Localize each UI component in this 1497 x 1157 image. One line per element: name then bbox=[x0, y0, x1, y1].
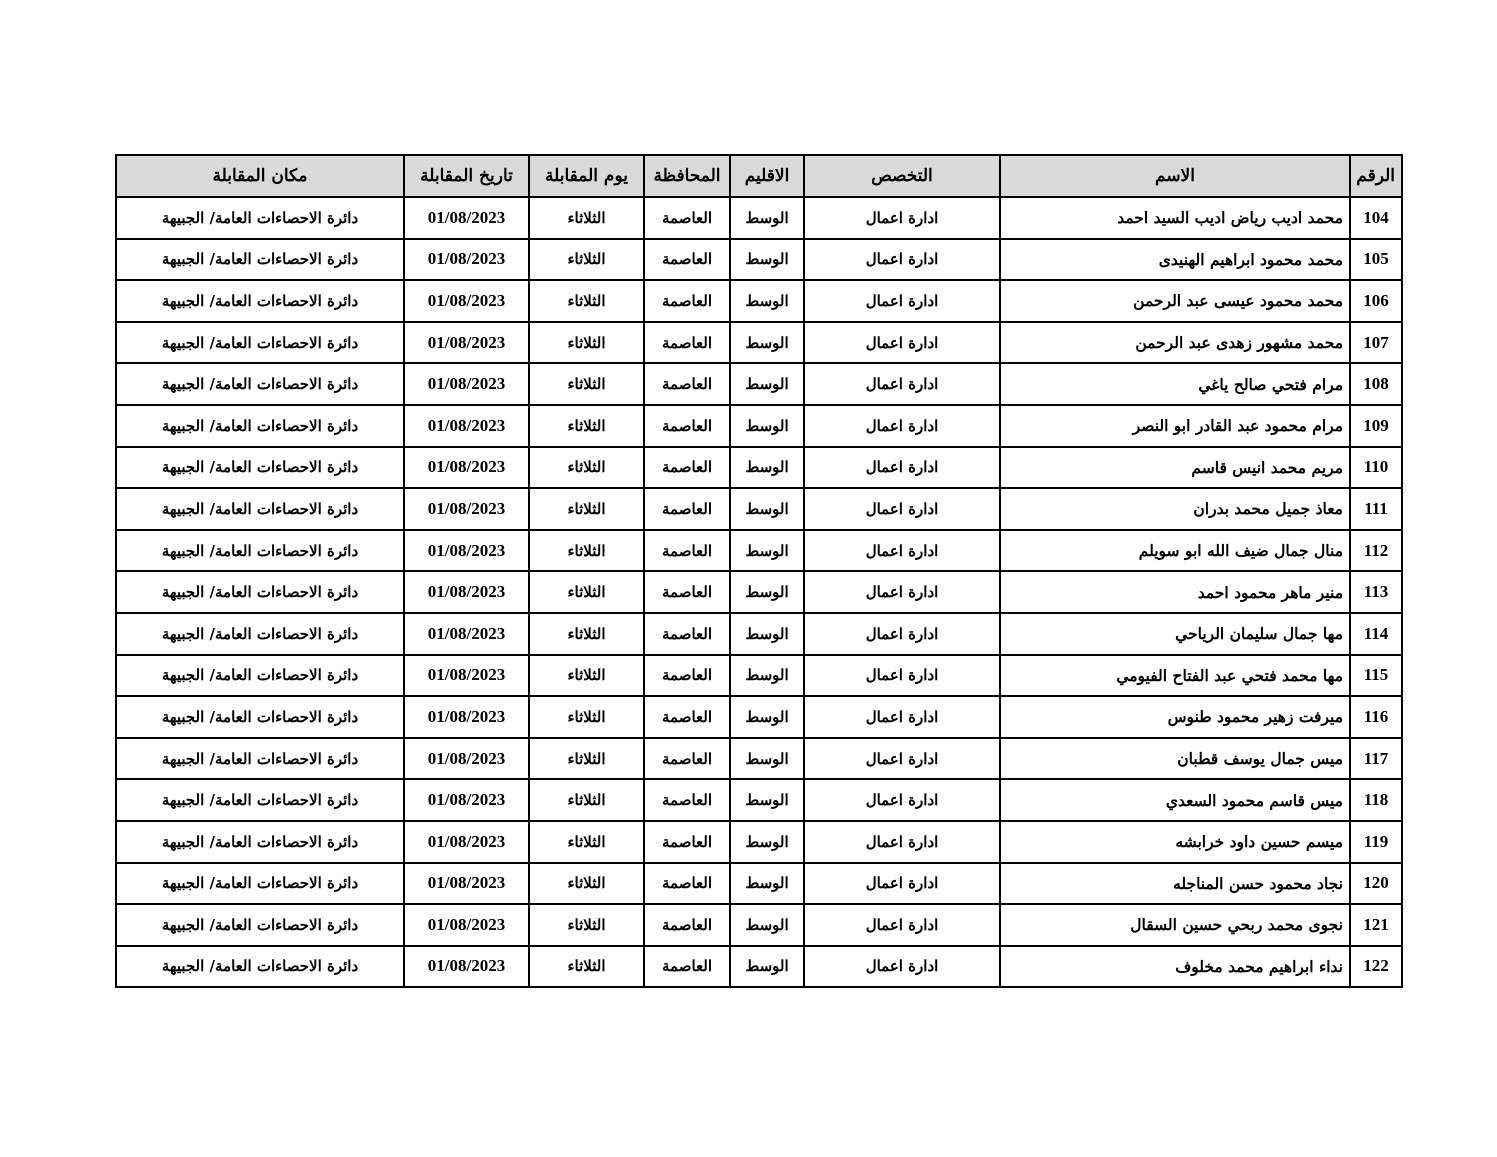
cell-governorate: العاصمة bbox=[644, 946, 730, 988]
cell-major: ادارة اعمال bbox=[804, 447, 1000, 489]
header-region: الاقليم bbox=[730, 155, 804, 197]
cell-place: دائرة الاحصاءات العامة/ الجبيهة bbox=[116, 530, 404, 572]
cell-num: 119 bbox=[1350, 821, 1402, 863]
cell-place: دائرة الاحصاءات العامة/ الجبيهة bbox=[116, 571, 404, 613]
cell-region: الوسط bbox=[730, 863, 804, 905]
cell-place: دائرة الاحصاءات العامة/ الجبيهة bbox=[116, 779, 404, 821]
cell-date: 01/08/2023 bbox=[404, 738, 529, 780]
cell-date: 01/08/2023 bbox=[404, 363, 529, 405]
cell-major: ادارة اعمال bbox=[804, 405, 1000, 447]
cell-region: الوسط bbox=[730, 322, 804, 364]
cell-name: معاذ جميل محمد بدران bbox=[1000, 488, 1350, 530]
header-governorate: المحافظة bbox=[644, 155, 730, 197]
cell-date: 01/08/2023 bbox=[404, 613, 529, 655]
cell-region: الوسط bbox=[730, 197, 804, 239]
cell-date: 01/08/2023 bbox=[404, 405, 529, 447]
cell-major: ادارة اعمال bbox=[804, 946, 1000, 988]
cell-place: دائرة الاحصاءات العامة/ الجبيهة bbox=[116, 821, 404, 863]
cell-region: الوسط bbox=[730, 738, 804, 780]
cell-name: مرام محمود عبد القادر ابو النصر bbox=[1000, 405, 1350, 447]
cell-num: 115 bbox=[1350, 655, 1402, 697]
cell-major: ادارة اعمال bbox=[804, 322, 1000, 364]
cell-day: الثلاثاء bbox=[529, 779, 644, 821]
table-row bbox=[116, 613, 1402, 655]
cell-place: دائرة الاحصاءات العامة/ الجبيهة bbox=[116, 863, 404, 905]
table-row bbox=[116, 239, 1402, 281]
table-row bbox=[116, 946, 1402, 988]
cell-day: الثلاثاء bbox=[529, 821, 644, 863]
cell-region: الوسط bbox=[730, 530, 804, 572]
cell-region: الوسط bbox=[730, 904, 804, 946]
cell-day: الثلاثاء bbox=[529, 738, 644, 780]
cell-region: الوسط bbox=[730, 280, 804, 322]
cell-num: 122 bbox=[1350, 946, 1402, 988]
table-row bbox=[116, 197, 1402, 239]
cell-name: ميس قاسم محمود السعدي bbox=[1000, 779, 1350, 821]
cell-num: 117 bbox=[1350, 738, 1402, 780]
header-major: التخصص bbox=[804, 155, 1000, 197]
cell-major: ادارة اعمال bbox=[804, 696, 1000, 738]
cell-date: 01/08/2023 bbox=[404, 530, 529, 572]
cell-governorate: العاصمة bbox=[644, 363, 730, 405]
cell-date: 01/08/2023 bbox=[404, 571, 529, 613]
cell-date: 01/08/2023 bbox=[404, 779, 529, 821]
cell-major: ادارة اعمال bbox=[804, 655, 1000, 697]
cell-major: ادارة اعمال bbox=[804, 239, 1000, 281]
cell-num: 110 bbox=[1350, 447, 1402, 489]
cell-date: 01/08/2023 bbox=[404, 655, 529, 697]
cell-num: 121 bbox=[1350, 904, 1402, 946]
cell-major: ادارة اعمال bbox=[804, 821, 1000, 863]
cell-major: ادارة اعمال bbox=[804, 863, 1000, 905]
cell-date: 01/08/2023 bbox=[404, 488, 529, 530]
cell-place: دائرة الاحصاءات العامة/ الجبيهة bbox=[116, 280, 404, 322]
cell-num: 109 bbox=[1350, 405, 1402, 447]
table-row bbox=[116, 571, 1402, 613]
cell-place: دائرة الاحصاءات العامة/ الجبيهة bbox=[116, 405, 404, 447]
cell-num: 112 bbox=[1350, 530, 1402, 572]
cell-region: الوسط bbox=[730, 447, 804, 489]
cell-region: الوسط bbox=[730, 488, 804, 530]
table-row bbox=[116, 655, 1402, 697]
cell-day: الثلاثاء bbox=[529, 530, 644, 572]
cell-region: الوسط bbox=[730, 655, 804, 697]
table-row bbox=[116, 696, 1402, 738]
table-row bbox=[116, 363, 1402, 405]
cell-governorate: العاصمة bbox=[644, 530, 730, 572]
cell-name: محمد محمود عيسى عبد الرحمن bbox=[1000, 280, 1350, 322]
cell-num: 106 bbox=[1350, 280, 1402, 322]
cell-name: مها جمال سليمان الرياحي bbox=[1000, 613, 1350, 655]
cell-day: الثلاثاء bbox=[529, 904, 644, 946]
cell-major: ادارة اعمال bbox=[804, 738, 1000, 780]
cell-region: الوسط bbox=[730, 363, 804, 405]
cell-major: ادارة اعمال bbox=[804, 363, 1000, 405]
cell-date: 01/08/2023 bbox=[404, 863, 529, 905]
cell-day: الثلاثاء bbox=[529, 322, 644, 364]
table-row bbox=[116, 530, 1402, 572]
cell-governorate: العاصمة bbox=[644, 779, 730, 821]
cell-day: الثلاثاء bbox=[529, 863, 644, 905]
cell-day: الثلاثاء bbox=[529, 280, 644, 322]
cell-place: دائرة الاحصاءات العامة/ الجبيهة bbox=[116, 363, 404, 405]
cell-governorate: العاصمة bbox=[644, 863, 730, 905]
table-row bbox=[116, 821, 1402, 863]
cell-region: الوسط bbox=[730, 696, 804, 738]
cell-major: ادارة اعمال bbox=[804, 571, 1000, 613]
cell-num: 108 bbox=[1350, 363, 1402, 405]
cell-num: 116 bbox=[1350, 696, 1402, 738]
cell-day: الثلاثاء bbox=[529, 447, 644, 489]
cell-governorate: العاصمة bbox=[644, 571, 730, 613]
cell-governorate: العاصمة bbox=[644, 613, 730, 655]
cell-place: دائرة الاحصاءات العامة/ الجبيهة bbox=[116, 696, 404, 738]
cell-num: 104 bbox=[1350, 197, 1402, 239]
cell-major: ادارة اعمال bbox=[804, 613, 1000, 655]
cell-date: 01/08/2023 bbox=[404, 239, 529, 281]
cell-governorate: العاصمة bbox=[644, 239, 730, 281]
cell-name: ميسم حسين داود خرابشه bbox=[1000, 821, 1350, 863]
cell-place: دائرة الاحصاءات العامة/ الجبيهة bbox=[116, 488, 404, 530]
cell-num: 114 bbox=[1350, 613, 1402, 655]
header-num: الرقم bbox=[1350, 155, 1402, 197]
cell-name: نجوى محمد ربحي حسين السقال bbox=[1000, 904, 1350, 946]
cell-governorate: العاصمة bbox=[644, 405, 730, 447]
table-row bbox=[116, 779, 1402, 821]
cell-name: مريم محمد انيس قاسم bbox=[1000, 447, 1350, 489]
cell-name: منال جمال ضيف الله ابو سويلم bbox=[1000, 530, 1350, 572]
table-row bbox=[116, 447, 1402, 489]
cell-name: محمد محمود ابراهيم الهنيدى bbox=[1000, 239, 1350, 281]
cell-region: الوسط bbox=[730, 821, 804, 863]
table-row bbox=[116, 738, 1402, 780]
header-place: مكان المقابلة bbox=[116, 155, 404, 197]
cell-day: الثلاثاء bbox=[529, 239, 644, 281]
cell-governorate: العاصمة bbox=[644, 904, 730, 946]
cell-date: 01/08/2023 bbox=[404, 946, 529, 988]
cell-num: 118 bbox=[1350, 779, 1402, 821]
cell-day: الثلاثاء bbox=[529, 363, 644, 405]
cell-name: نجاد محمود حسن المناجله bbox=[1000, 863, 1350, 905]
cell-governorate: العاصمة bbox=[644, 738, 730, 780]
cell-date: 01/08/2023 bbox=[404, 904, 529, 946]
cell-region: الوسط bbox=[730, 571, 804, 613]
cell-day: الثلاثاء bbox=[529, 405, 644, 447]
cell-date: 01/08/2023 bbox=[404, 696, 529, 738]
table-row bbox=[116, 904, 1402, 946]
cell-date: 01/08/2023 bbox=[404, 322, 529, 364]
cell-place: دائرة الاحصاءات العامة/ الجبيهة bbox=[116, 738, 404, 780]
cell-major: ادارة اعمال bbox=[804, 779, 1000, 821]
cell-day: الثلاثاء bbox=[529, 696, 644, 738]
cell-name: محمد اديب رياض اديب السيد احمد bbox=[1000, 197, 1350, 239]
cell-day: الثلاثاء bbox=[529, 613, 644, 655]
cell-major: ادارة اعمال bbox=[804, 488, 1000, 530]
table-header bbox=[116, 155, 1402, 197]
cell-major: ادارة اعمال bbox=[804, 197, 1000, 239]
cell-region: الوسط bbox=[730, 239, 804, 281]
cell-region: الوسط bbox=[730, 946, 804, 988]
cell-governorate: العاصمة bbox=[644, 447, 730, 489]
table-row bbox=[116, 863, 1402, 905]
cell-place: دائرة الاحصاءات العامة/ الجبيهة bbox=[116, 239, 404, 281]
cell-name: محمد مشهور زهدى عبد الرحمن bbox=[1000, 322, 1350, 364]
cell-day: الثلاثاء bbox=[529, 946, 644, 988]
cell-name: منير ماهر محمود احمد bbox=[1000, 571, 1350, 613]
cell-name: ميرفت زهير محمود طنوس bbox=[1000, 696, 1350, 738]
cell-region: الوسط bbox=[730, 405, 804, 447]
cell-region: الوسط bbox=[730, 613, 804, 655]
cell-governorate: العاصمة bbox=[644, 197, 730, 239]
table-row bbox=[116, 280, 1402, 322]
cell-governorate: العاصمة bbox=[644, 821, 730, 863]
cell-place: دائرة الاحصاءات العامة/ الجبيهة bbox=[116, 946, 404, 988]
cell-place: دائرة الاحصاءات العامة/ الجبيهة bbox=[116, 322, 404, 364]
cell-major: ادارة اعمال bbox=[804, 280, 1000, 322]
cell-date: 01/08/2023 bbox=[404, 280, 529, 322]
header-date: تاريخ المقابلة bbox=[404, 155, 529, 197]
cell-num: 107 bbox=[1350, 322, 1402, 364]
cell-major: ادارة اعمال bbox=[804, 530, 1000, 572]
cell-num: 111 bbox=[1350, 488, 1402, 530]
table-row bbox=[116, 322, 1402, 364]
cell-governorate: العاصمة bbox=[644, 280, 730, 322]
header-name: الاسم bbox=[1000, 155, 1350, 197]
cell-governorate: العاصمة bbox=[644, 488, 730, 530]
cell-place: دائرة الاحصاءات العامة/ الجبيهة bbox=[116, 197, 404, 239]
cell-place: دائرة الاحصاءات العامة/ الجبيهة bbox=[116, 447, 404, 489]
header-day: يوم المقابلة bbox=[529, 155, 644, 197]
cell-governorate: العاصمة bbox=[644, 696, 730, 738]
table-row bbox=[116, 405, 1402, 447]
cell-num: 113 bbox=[1350, 571, 1402, 613]
cell-governorate: العاصمة bbox=[644, 322, 730, 364]
cell-place: دائرة الاحصاءات العامة/ الجبيهة bbox=[116, 613, 404, 655]
cell-day: الثلاثاء bbox=[529, 488, 644, 530]
cell-day: الثلاثاء bbox=[529, 571, 644, 613]
cell-date: 01/08/2023 bbox=[404, 447, 529, 489]
table-row bbox=[116, 488, 1402, 530]
cell-num: 120 bbox=[1350, 863, 1402, 905]
cell-date: 01/08/2023 bbox=[404, 821, 529, 863]
cell-name: مرام فتحي صالح ياغي bbox=[1000, 363, 1350, 405]
cell-major: ادارة اعمال bbox=[804, 904, 1000, 946]
cell-place: دائرة الاحصاءات العامة/ الجبيهة bbox=[116, 904, 404, 946]
header-row bbox=[116, 155, 1402, 197]
cell-place: دائرة الاحصاءات العامة/ الجبيهة bbox=[116, 655, 404, 697]
interview-schedule-table bbox=[115, 154, 1403, 988]
cell-day: الثلاثاء bbox=[529, 197, 644, 239]
table-body bbox=[116, 197, 1402, 987]
cell-num: 105 bbox=[1350, 239, 1402, 281]
cell-date: 01/08/2023 bbox=[404, 197, 529, 239]
cell-name: ميس جمال يوسف قطبان bbox=[1000, 738, 1350, 780]
cell-day: الثلاثاء bbox=[529, 655, 644, 697]
cell-region: الوسط bbox=[730, 779, 804, 821]
cell-governorate: العاصمة bbox=[644, 655, 730, 697]
cell-name: مها محمد فتحي عبد الفتاح الفيومي bbox=[1000, 655, 1350, 697]
cell-name: نداء ابراهيم محمد مخلوف bbox=[1000, 946, 1350, 988]
